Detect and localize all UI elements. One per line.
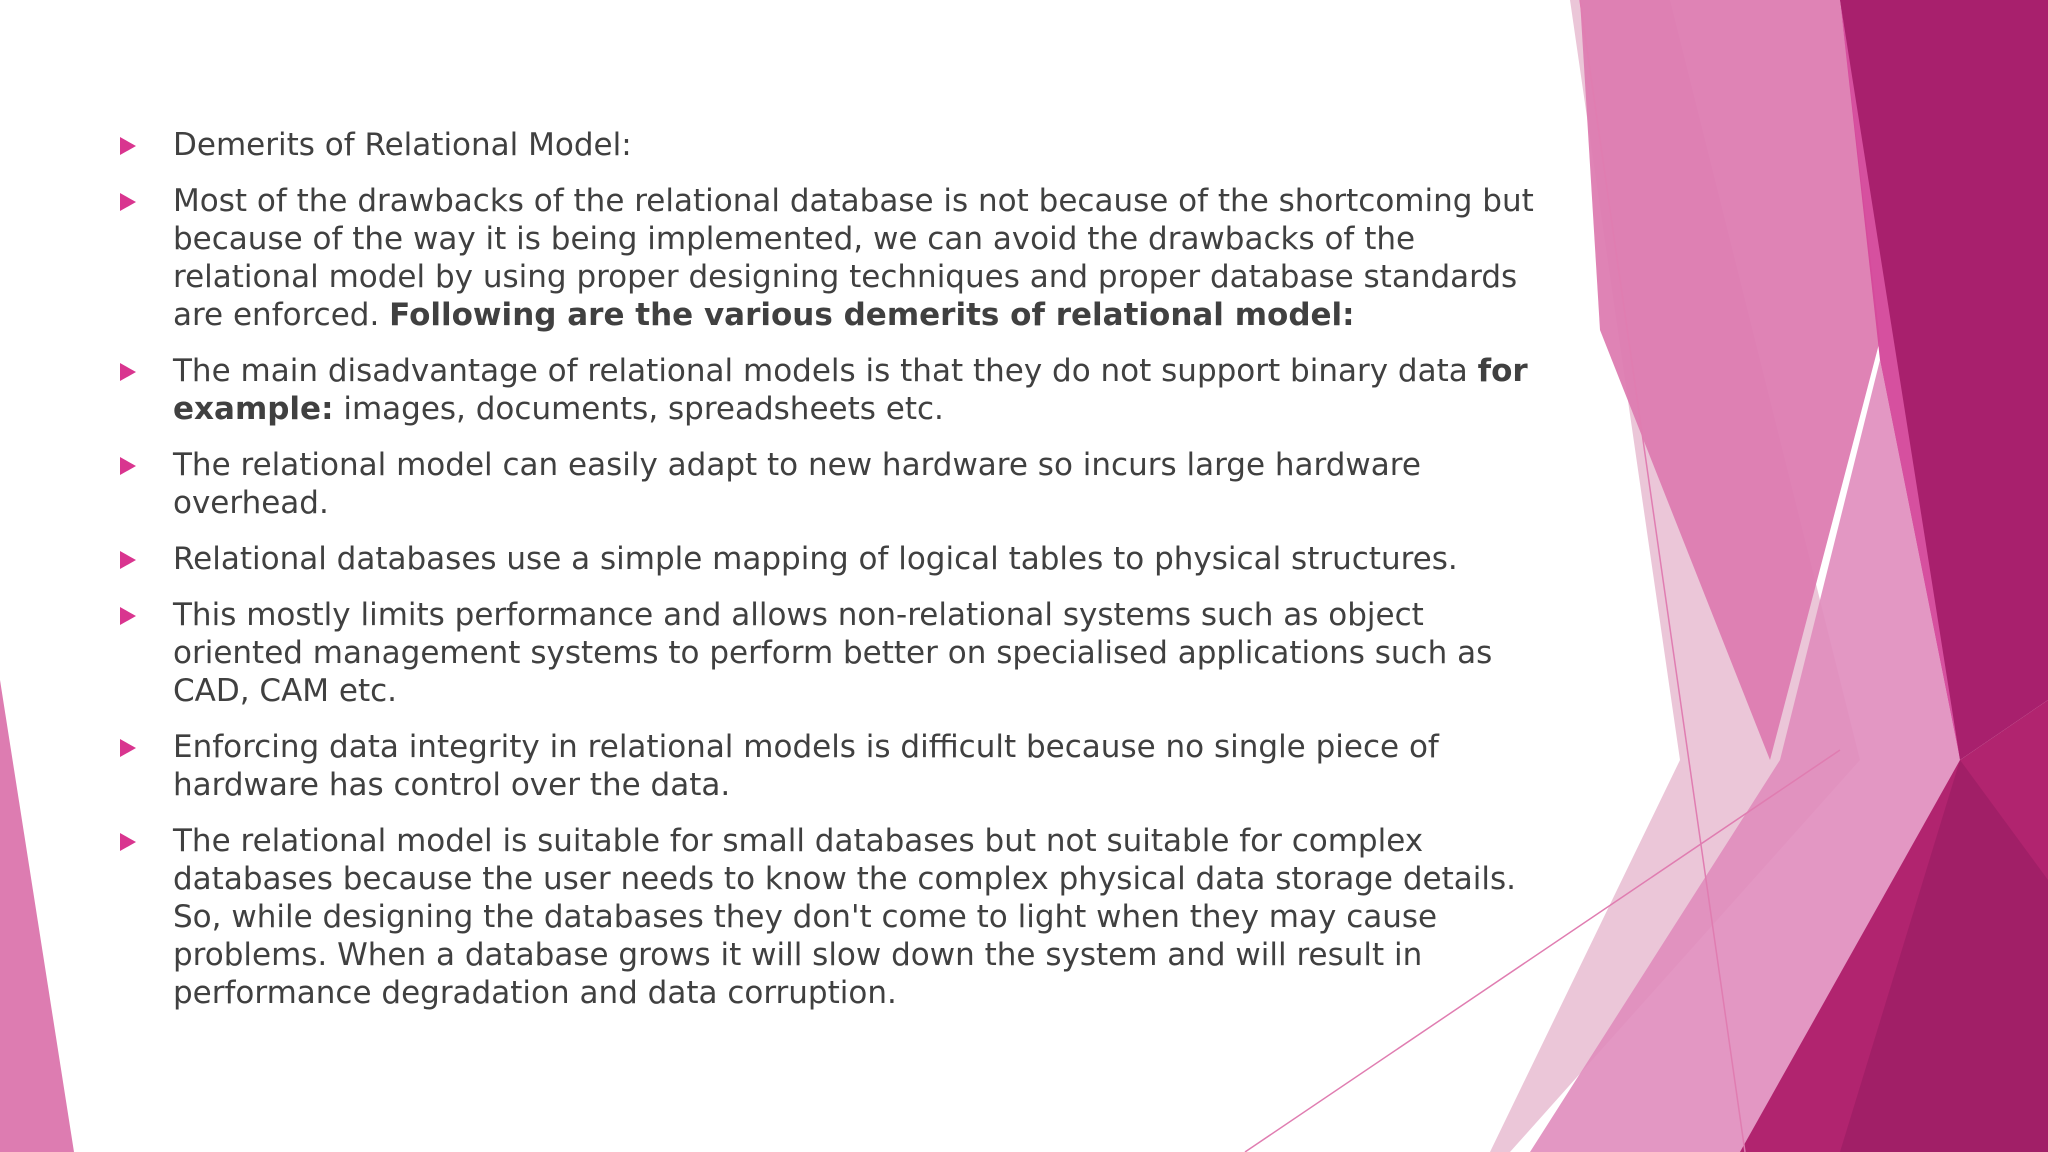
triangle-right-icon	[120, 137, 136, 155]
bullet-item	[120, 352, 1540, 428]
triangle-right-icon	[120, 457, 136, 475]
bullet-text: The main disadvantage of relational models is that they do not support binary data	[173, 353, 1478, 389]
triangle-right-icon	[120, 193, 136, 211]
bullet-text: This mostly limits performance and allows non-relational systems such as object oriented management systems to perform better on specialised applications such as CAD, CAM etc.	[173, 597, 1493, 709]
triangle-right-icon	[120, 833, 136, 851]
bullet-text: The relational model is suitable for small databases but not suitable for complex databases because the user needs to know the complex physical data storage details. So, while designing the databases they don't come to light when they may cause problems. When a database grows it will slow down the system and will result in performance degradation and data corruption.	[173, 823, 1516, 1011]
triangle-right-icon	[120, 607, 136, 625]
bullet-text: The relational model can easily adapt to new hardware so incurs large hardware overhead.	[173, 447, 1421, 521]
bullet-text: Relational databases use a simple mapping of logical tables to physical structures.	[173, 541, 1458, 577]
left-edge-shape	[0, 680, 74, 1152]
triangle-right-icon	[120, 363, 136, 381]
bullet-item	[120, 822, 1540, 1012]
bullet-bold-text: for example:	[173, 353, 1528, 427]
bullet-text: Demerits of Relational Model:	[173, 127, 632, 163]
bullet-item	[120, 126, 1540, 164]
triangle-right-icon	[120, 551, 136, 569]
triangle-right-icon	[120, 739, 136, 757]
bullet-text: Enforcing data integrity in relational models is difficult because no single piece of hardware has control over the data.	[173, 729, 1439, 803]
bullet-item	[120, 728, 1540, 804]
bullet-text: Most of the drawbacks of the relational database is not because of the shortcoming but because of the way it is being implemented, we can avoid the drawbacks of the relational model by using proper designing techniques and proper database standards are enforced.	[173, 183, 1534, 333]
bullet-item	[120, 596, 1540, 710]
bullet-item	[120, 540, 1540, 578]
bullet-list	[120, 126, 1540, 1030]
bullet-bold-text: Following are the various demerits of relational model:	[389, 297, 1355, 333]
bullet-text-after: images, documents, spreadsheets etc.	[333, 391, 944, 427]
bullet-item	[120, 182, 1540, 334]
bullet-item	[120, 446, 1540, 522]
